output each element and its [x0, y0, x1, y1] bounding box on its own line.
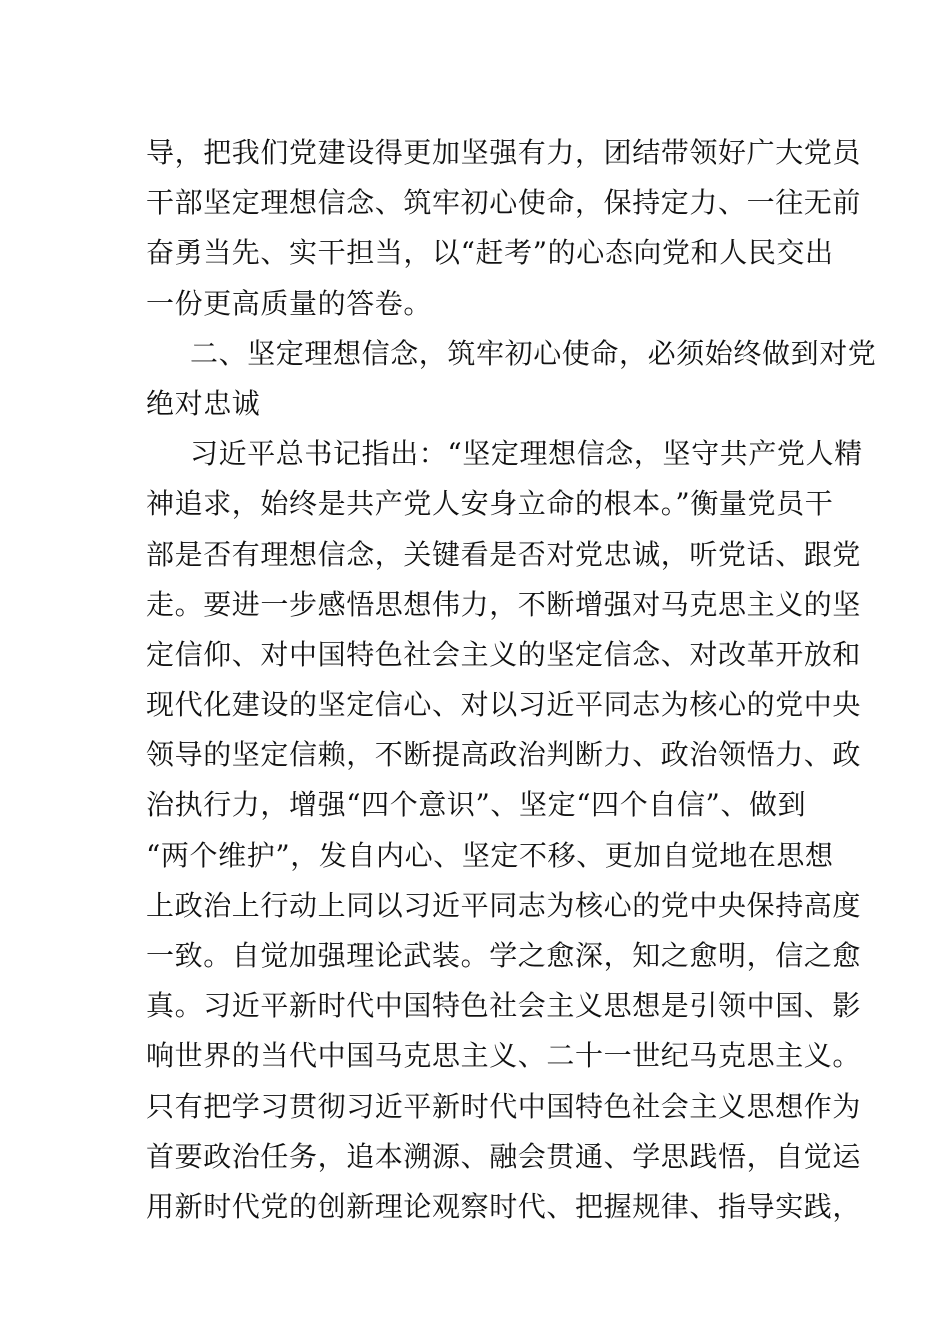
text-line: 奋勇当先、实干担当，以“赶考”的心态向党和人民交出 [146, 236, 834, 270]
text-line: 部是否有理想信念，关键看是否对党忠诚，听党话、跟党 [146, 537, 862, 571]
text-line: 神追求，始终是共产党人安身立命的根本。”衡量党员干 [146, 487, 834, 521]
text-line: 治执行力，增强“四个意识”、坚定“四个自信”、做到 [146, 788, 807, 822]
text-line: 只有把学习贯彻习近平新时代中国特色社会主义思想作为 [146, 1089, 862, 1123]
text-line: 首要政治任务，追本溯源、融会贯通、学思践悟，自觉运 [146, 1139, 862, 1173]
section-heading-line: 绝对忠诚 [146, 386, 261, 420]
text-line: 习近平总书记指出：“坚定理想信念，坚守共产党人精 [190, 437, 863, 471]
text-line: 现代化建设的坚定信心、对以习近平同志为核心的党中央 [146, 688, 862, 722]
section-heading-line: 二、坚定理想信念，筑牢初心使命，必须始终做到对党 [190, 336, 877, 370]
text-line: 走。要进一步感悟思想伟力，不断增强对马克思主义的坚 [146, 587, 862, 621]
text-line: 导，把我们党建设得更加坚强有力，团结带领好广大党员 [146, 136, 862, 169]
text-line: 响世界的当代中国马克思主义、二十一世纪马克思主义。 [146, 1039, 862, 1073]
text-line: 一份更高质量的答卷。 [146, 286, 433, 320]
text-line: 上政治上行动上同以习近平同志为核心的党中央保持高度 [146, 888, 862, 922]
text-line: 定信仰、对中国特色社会主义的坚定信念、对改革开放和 [146, 637, 862, 671]
text-line: “两个维护”，发自内心、坚定不移、更加自觉地在思想 [146, 838, 834, 872]
body-text [146, 128, 877, 1232]
text-line: 用新时代党的创新理论观察时代、把握规律、指导实践， [146, 1189, 862, 1223]
text-line: 一致。自觉加强理论武装。学之愈深，知之愈明，信之愈 [146, 939, 862, 972]
text-line: 真。习近平新时代中国特色社会主义思想是引领中国、影 [146, 989, 862, 1023]
text-line: 干部坚定理想信念、筑牢初心使命，保持定力、一往无前 [146, 186, 862, 220]
text-line: 领导的坚定信赖，不断提高政治判断力、政治领悟力、政 [146, 738, 862, 772]
